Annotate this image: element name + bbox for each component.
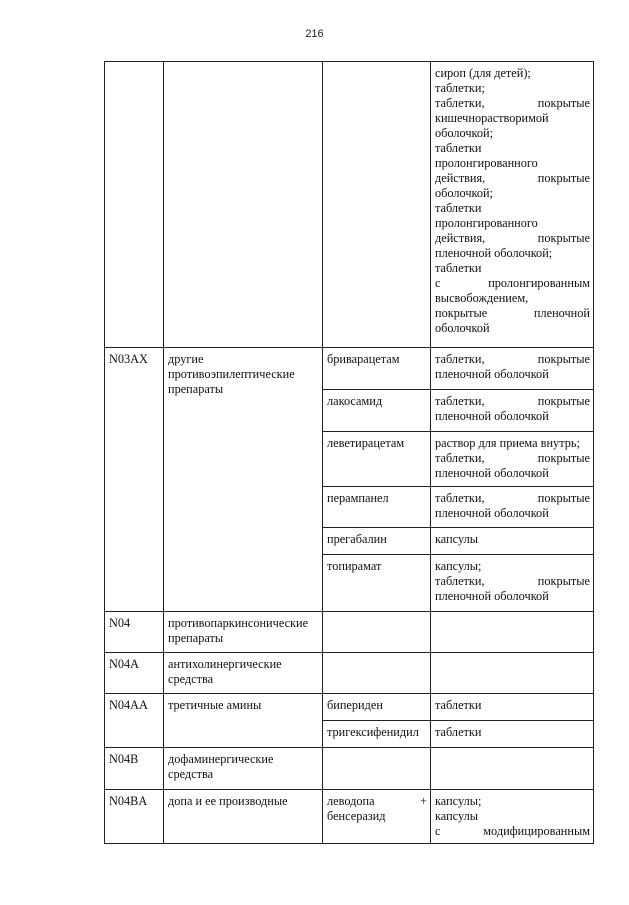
dosage-form-line: действия, покрытые	[435, 231, 590, 245]
dosage-form-line: оболочкой	[435, 321, 490, 335]
code-cell	[105, 62, 164, 348]
dosage-form-line: раствор для приема внутрь;	[435, 436, 580, 450]
forms-cell	[431, 528, 594, 555]
dosage-form-line: таблетки, покрытые	[435, 574, 590, 588]
dosage-form-line: таблетки;	[435, 81, 485, 95]
table-row	[105, 653, 594, 694]
page-number: 216	[305, 28, 324, 40]
drug-cell: перампанел	[323, 487, 431, 528]
dosage-form-line: оболочкой;	[435, 186, 494, 200]
drug-cell: тригексифенидил	[323, 721, 431, 748]
code-cell: N04BA	[105, 790, 164, 844]
dosage-form-line: таблетки, покрытые	[435, 352, 590, 366]
dosage-form-line: пленочной оболочкой	[435, 367, 549, 381]
dosage-form-line: пленочной оболочкой;	[435, 246, 553, 260]
forms-cell	[431, 390, 594, 432]
table-row	[105, 612, 594, 653]
dosage-form-line: таблетки	[435, 141, 482, 155]
dosage-form-line: таблетки	[435, 698, 482, 712]
dosage-form-line: пленочной оболочкой	[435, 506, 549, 520]
dosage-form-line: таблетки, покрытые	[435, 394, 590, 408]
drug-cell: леветирацетам	[323, 432, 431, 487]
table-row	[105, 790, 594, 844]
dosage-form-line: таблетки, покрытые	[435, 451, 590, 465]
forms-cell	[431, 653, 594, 694]
dosage-form-line: капсулы;	[435, 559, 482, 573]
drug-cell	[323, 653, 431, 694]
dosage-form-line: таблетки	[435, 201, 482, 215]
dosage-form-line: капсулы;	[435, 794, 482, 808]
dosage-form-line: таблетки	[435, 261, 482, 275]
forms-cell	[431, 748, 594, 790]
forms-cell	[431, 62, 594, 348]
group-cell	[164, 62, 323, 348]
drug-name-line: бенсеразид	[327, 809, 386, 823]
forms-cell	[431, 612, 594, 653]
drug-table	[104, 61, 594, 844]
code-cell: N04A	[105, 653, 164, 694]
code-cell: N04AA	[105, 694, 164, 748]
dosage-form-line: капсулы	[435, 809, 478, 823]
drug-cell: бипериден	[323, 694, 431, 721]
forms-cell	[431, 555, 594, 612]
group-cell: противопаркинсонические препараты	[164, 612, 323, 653]
dosage-form-line: пролонгированного	[435, 216, 538, 230]
dosage-form-line: таблетки, покрытые	[435, 491, 590, 505]
code-cell: N03AX	[105, 348, 164, 612]
code-cell: N04	[105, 612, 164, 653]
dosage-form-line: таблетки	[435, 725, 482, 739]
dosage-form-line: таблетки, покрытые	[435, 96, 590, 110]
table-row	[105, 62, 594, 348]
forms-cell	[431, 487, 594, 528]
forms-cell	[431, 694, 594, 721]
table-row	[105, 694, 594, 721]
drug-cell: прегабалин	[323, 528, 431, 555]
dosage-form-line: действия, покрытые	[435, 171, 590, 185]
dosage-form-line: покрытые пленочной	[435, 306, 590, 320]
forms-cell	[431, 348, 594, 390]
dosage-form-line: пролонгированного	[435, 156, 538, 170]
drug-cell: топирамат	[323, 555, 431, 612]
dosage-form-line: оболочкой;	[435, 126, 494, 140]
group-cell: антихолинергические средства	[164, 653, 323, 694]
dosage-form-line: пленочной оболочкой	[435, 466, 549, 480]
dosage-form-line: пленочной оболочкой	[435, 589, 549, 603]
table-row	[105, 348, 594, 390]
dosage-form-line: высвобождением,	[435, 291, 529, 305]
drug-cell	[323, 62, 431, 348]
drug-cell: бриварацетам	[323, 348, 431, 390]
drug-cell	[323, 612, 431, 653]
forms-cell	[431, 721, 594, 748]
drug-cell	[323, 790, 431, 844]
dosage-form-line: с пролонгированным	[435, 276, 590, 290]
dosage-form-line: с модифицированным	[435, 824, 590, 838]
dosage-form-line: сироп (для детей);	[435, 66, 531, 80]
group-cell: дофаминергические средства	[164, 748, 323, 790]
table-row	[105, 748, 594, 790]
drug-name-line: леводопа +	[327, 794, 427, 808]
dosage-form-line: капсулы	[435, 532, 478, 546]
forms-cell	[431, 432, 594, 487]
drug-cell: лакосамид	[323, 390, 431, 432]
forms-cell	[431, 790, 594, 844]
group-cell: другие противоэпилептические препараты	[164, 348, 323, 612]
drug-cell	[323, 748, 431, 790]
dosage-form-line: кишечнорастворимой	[435, 111, 549, 125]
code-cell: N04B	[105, 748, 164, 790]
dosage-form-line: пленочной оболочкой	[435, 409, 549, 423]
group-cell: допа и ее производные	[164, 790, 323, 844]
group-cell: третичные амины	[164, 694, 323, 748]
